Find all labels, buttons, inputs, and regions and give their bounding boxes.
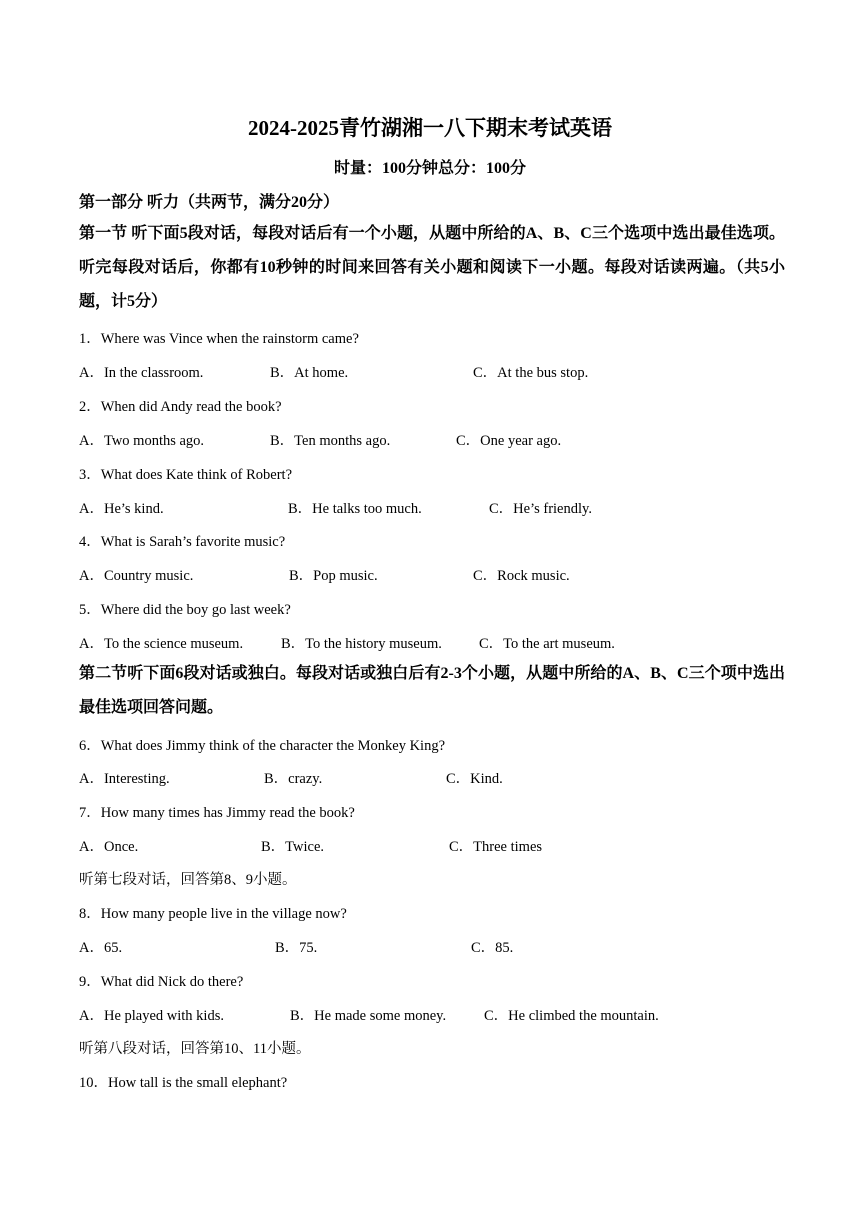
listening-note: 听第七段对话，回答第8、9小题。 (79, 872, 297, 888)
option-b: B．crazy. (264, 771, 323, 787)
option-b: B．Twice. (261, 839, 325, 855)
option-a: A．Country music. (79, 568, 194, 584)
question-text: 3．What does Kate think of Robert? (79, 467, 293, 483)
question-text: 10．How tall is the small elephant? (79, 1075, 288, 1091)
question-text: 5．Where did the boy go last week? (79, 602, 291, 618)
question-text: 2．When did Andy read the book? (79, 399, 282, 415)
question-text: 9．What did Nick do there? (79, 974, 244, 990)
option-a: A．Two months ago. (79, 433, 205, 449)
page-title: 2024-2025青竹湖湘一八下期末考试英语 (248, 116, 612, 140)
exam-info: 时量：100分钟总分：100分 (333, 160, 526, 177)
option-a: A．To the science museum. (79, 636, 244, 652)
option-c: C．Three times (449, 839, 543, 855)
section2-intro: 第二节听下面6段对话或独白。每段对话或独白后有2-3个小题，从题中所给的A、B、C三个项中选出最佳选项回答问题。 (79, 665, 785, 716)
question-text: 1．Where was Vince when the rainstorm came? (79, 331, 359, 347)
part-heading: 第一部分 听力（共两节，满分20分） (79, 194, 340, 211)
option-a: A．In the classroom. (79, 365, 204, 381)
option-c: C．85. (471, 940, 514, 956)
option-b: B．To the history museum. (281, 636, 442, 652)
question-text: 7．How many times has Jimmy read the book? (79, 805, 355, 821)
option-a: A．He’s kind. (79, 501, 164, 517)
option-c: C．One year ago. (456, 433, 562, 449)
section1-intro: 第一节 听下面5段对话，每段对话后有一个小题，从题中所给的A、B、C三个选项中选出最佳选项。听完每段对话后，你都有10秒钟的时间来回答有关小题和阅读下一小题。每段对话读两遍。（共5小题，计5分） (79, 225, 785, 310)
option-c: C．He climbed the mountain. (484, 1008, 659, 1024)
option-b: B．He made some money. (290, 1008, 447, 1024)
option-b: B．Pop music. (289, 568, 378, 584)
option-a: A．He played with kids. (79, 1008, 224, 1024)
option-c: C．He’s friendly. (489, 501, 592, 517)
option-a: A．65. (79, 940, 123, 956)
option-b: B．Ten months ago. (270, 433, 391, 449)
option-b: B．At home. (270, 365, 349, 381)
listening-note: 听第八段对话，回答第10、11小题。 (79, 1041, 311, 1057)
option-b: B．He talks too much. (288, 501, 422, 517)
option-a: A．Once. (79, 839, 139, 855)
question-text: 4．What is Sarah’s favorite music? (79, 534, 286, 550)
option-c: C．At the bus stop. (473, 365, 589, 381)
option-b: B．75. (275, 940, 318, 956)
question-text: 8．How many people live in the village now? (79, 906, 347, 922)
question-text: 6．What does Jimmy think of the character the Monkey King? (79, 738, 446, 754)
option-a: A．Interesting. (79, 771, 170, 787)
option-c: C．Kind. (446, 771, 503, 787)
option-c: C．To the art museum. (479, 636, 615, 652)
option-c: C．Rock music. (473, 568, 570, 584)
